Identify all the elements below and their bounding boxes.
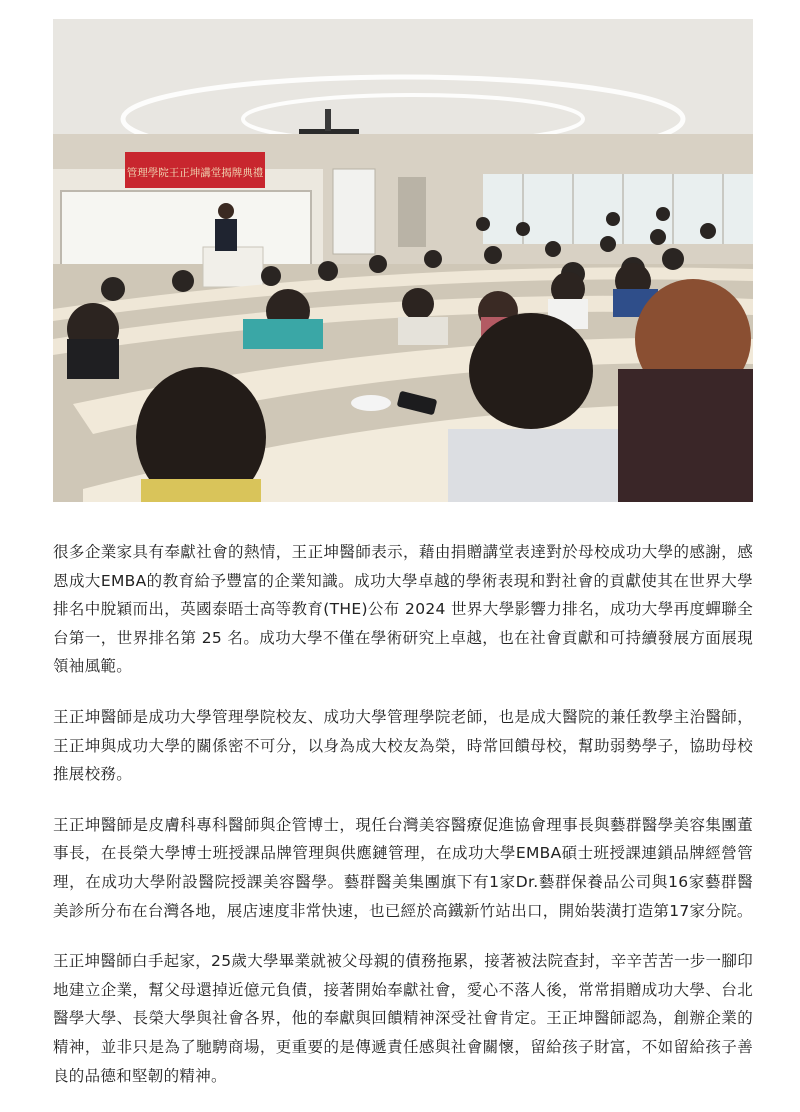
banner-text: 管理學院王正坤講堂揭牌典禮 — [126, 167, 264, 179]
article-paragraph: 王正坤醫師是皮膚科專科醫師與企管博士，現任台灣美容醫療促進協會理事長與藝群醫學美容集團董事長，在長榮大學博士班授課品牌管理與供應鏈管理，在成功大學EMBA碩士班授課連鎖品牌經營管理，在成功大學附設醫院授課美容醫學。藝群醫美集團旗下有1家Dr.藝群保養品公司與16家藝群醫美診所分布在台灣各地，展店速度非常快速，也已經於高鐵新竹站出口，開始裝潢打造第17家分院。 — [53, 815, 753, 920]
article-paragraph: 王正坤醫師白手起家，25歲大學畢業就被父母親的債務拖累，接著被法院查封，辛辛苦苦一步一腳印地建立企業，幫父母還掉近億元負債，接著開始奉獻社會，愛心不落人後，常常捐贈成功大學、台北醫學大學、長榮大學與社會各界，他的奉獻與回饋精神深受社會肯定。王正坤醫師認為，創辦企業的精神，並非只是為了馳騁商場，更重要的是傳遞責任感與社會關懷，留給孩子財富，不如留給孩子善良的品德和堅韌的精神。 — [53, 952, 753, 1085]
lecture-hall-illustration — [53, 19, 753, 502]
lecture-hall-photo — [53, 19, 753, 502]
article-body — [53, 538, 753, 1112]
article-paragraph: 很多企業家具有奉獻社會的熱情，王正坤醫師表示，藉由捐贈講堂表達對於母校成功大學的感謝，感恩成大EMBA的教育給予豐富的企業知識。成功大學卓越的學術表現和對社會的貢獻使其在世界大學排名中脫穎而出，英國泰晤士高等教育(THE)公布 2024 世界大學影響力排名，成功大學再度蟬聯全台第一，世界排名第 25 名。成功大學不僅在學術研究上卓越，也在社會貢獻和可持續發展方面展現領袖風範。 — [53, 543, 753, 676]
article-paragraph: 王正坤醫師是成功大學管理學院校友、成功大學管理學院老師，也是成大醫院的兼任教學主治醫師，王正坤與成功大學的關係密不可分，以身為成大校友為榮，時常回饋母校，幫助弱勢學子，協助母校推展校務。 — [53, 707, 753, 784]
